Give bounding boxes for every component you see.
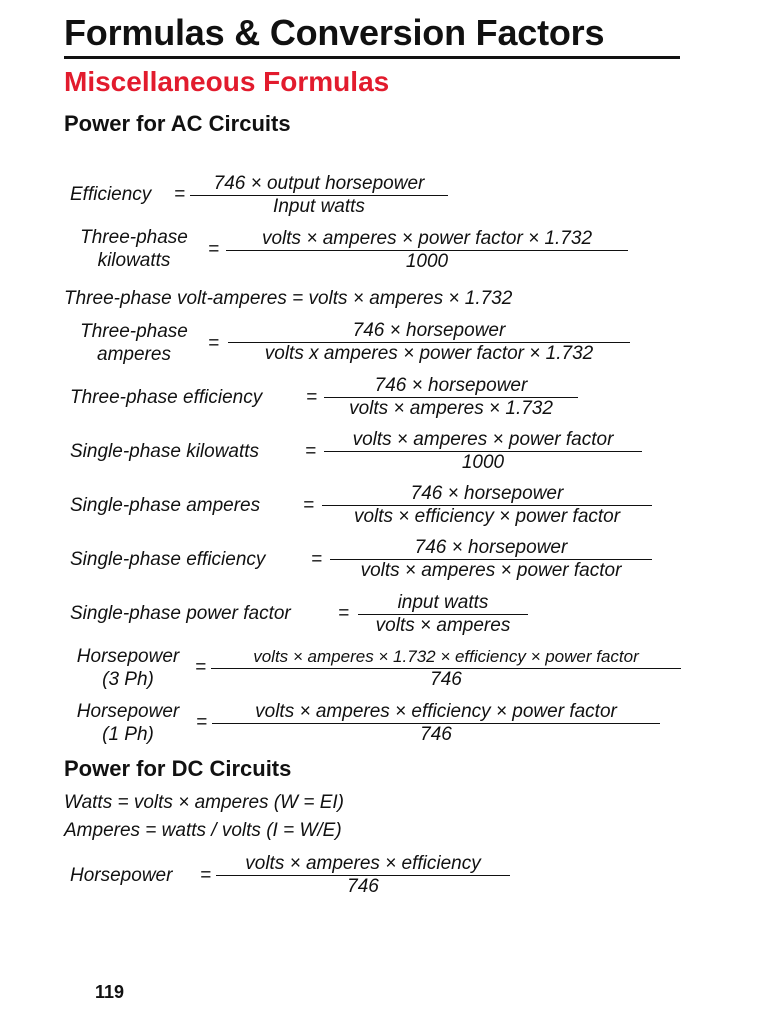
formula-three-phase-volt-amperes: Three-phase volt-amperes = volts × amperes × 1.732 [64,288,513,309]
numerator: volts × amperes × 1.732 × efficiency × power factor [253,647,639,666]
equals-sign: = [305,441,317,462]
formula-watts: Watts = volts × amperes (W = EI) [64,792,344,813]
denominator: 746 [347,876,379,897]
formula-label: Single-phase kilowatts [70,441,260,462]
equals-sign: = [208,239,220,260]
denominator: 1000 [405,251,449,272]
formula-label-line1: Horsepower [76,646,180,667]
ac-circuits-heading: Power for AC Circuits [64,111,291,136]
numerator: volts × amperes × power factor [352,429,614,450]
page-title: Formulas & Conversion Factors [64,12,605,53]
denominator: volts × amperes × 1.732 [349,398,553,419]
section-subtitle: Miscellaneous Formulas [64,66,390,97]
equals-sign: = [200,865,212,886]
denominator: volts x amperes × power factor × 1.732 [264,343,594,364]
formula-label-line1: Three-phase [80,321,188,342]
numerator: 746 × output horsepower [213,173,425,194]
numerator: volts × amperes × efficiency [245,853,481,874]
formula-label-line1: Horsepower [76,701,180,722]
formula-label: Single-phase amperes [70,495,261,516]
numerator: 746 × horsepower [410,483,564,504]
formula-label: Horsepower [70,865,173,886]
denominator: 1000 [461,452,505,473]
equals-sign: = [174,184,186,205]
equals-sign: = [311,549,323,570]
formula-label-line2: amperes [97,344,171,365]
denominator: 746 [430,669,462,690]
numerator: 746 × horsepower [374,375,528,396]
formula-amperes: Amperes = watts / volts (I = W/E) [64,820,342,841]
denominator: Input watts [273,196,365,217]
equals-sign: = [195,657,207,678]
formula-label-line2: (3 Ph) [102,669,154,690]
equals-sign: = [338,603,350,624]
title-divider [64,56,680,59]
denominator: 746 [420,724,452,745]
numerator: 746 × horsepower [352,320,506,341]
formula-label-line2: kilowatts [97,250,171,271]
numerator: volts × amperes × efficiency × power factor [255,701,617,722]
denominator: volts × efficiency × power factor [353,506,621,527]
page-number: 119 [95,982,125,1002]
denominator: volts × amperes × power factor [360,560,622,581]
equals-sign: = [306,387,318,408]
denominator: volts × amperes [375,615,511,636]
equals-sign: = [196,712,208,733]
formula-label: Single-phase efficiency [70,549,266,570]
dc-circuits-heading: Power for DC Circuits [64,756,292,781]
numerator: input watts [397,592,489,613]
formula-label-line2: (1 Ph) [102,724,154,745]
formula-label: Single-phase power factor [70,603,291,624]
formula-label: Efficiency [70,184,152,205]
formula-label: Three-phase efficiency [70,387,263,408]
equals-sign: = [208,333,220,354]
numerator: volts × amperes × power factor × 1.732 [261,228,593,249]
numerator: 746 × horsepower [414,537,568,558]
equals-sign: = [303,495,315,516]
formula-label-line1: Three-phase [80,227,188,248]
